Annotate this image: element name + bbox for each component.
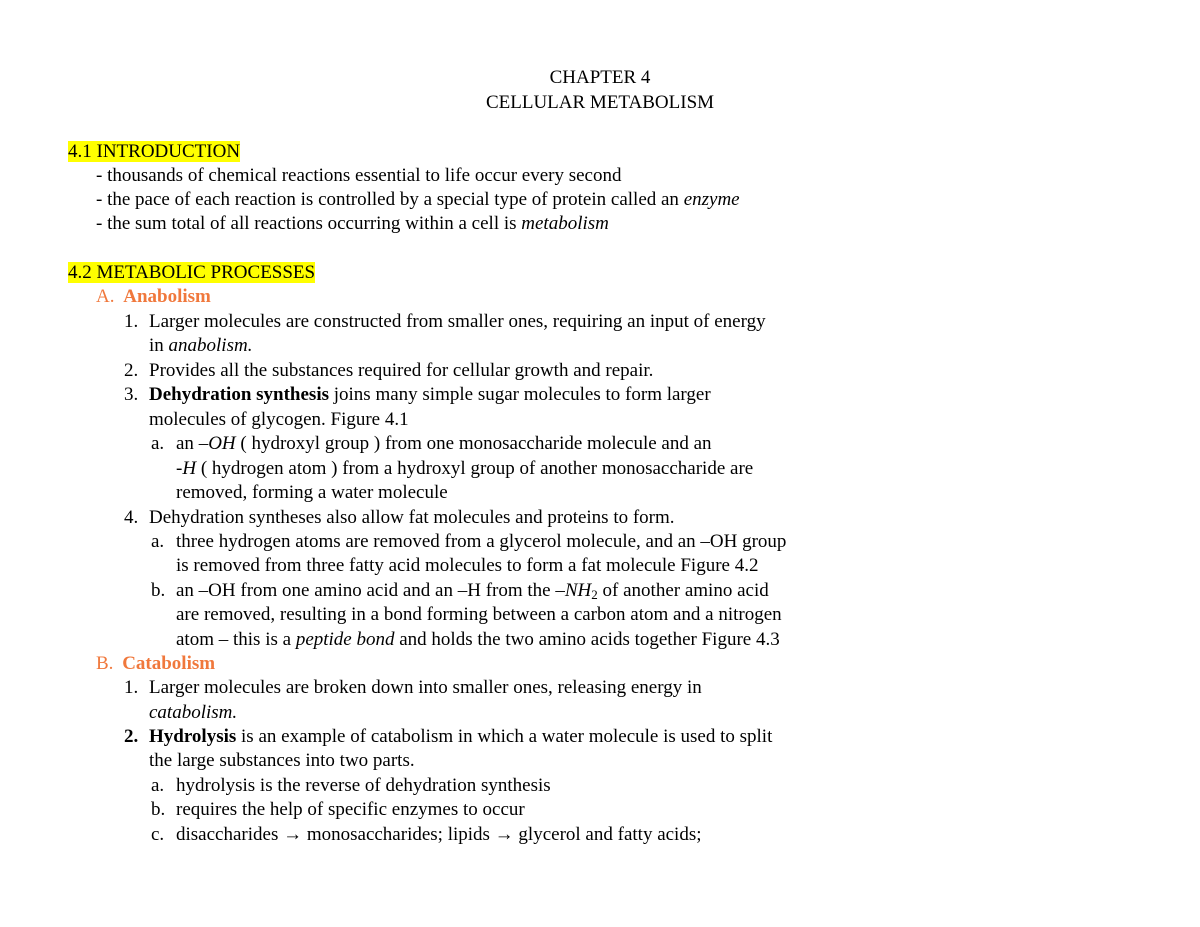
anabolism-item-4b-marker: b. [151, 580, 166, 601]
metabolic-heading-text: 4.2 METABOLIC PROCESSES [68, 262, 316, 283]
catabolism-marker: B. [96, 653, 114, 674]
item-4b-post: of another amino acid [597, 580, 769, 601]
anabolism-item-3-number: 3. [124, 384, 139, 405]
section-heading-metabolic-processes [68, 261, 315, 285]
intro-bullet-2-text: - the pace of each reaction is controlled by a special type of protein called an [96, 189, 684, 210]
section-heading-introduction [68, 140, 240, 164]
item-3a-l2-post: ( hydrogen atom ) from a hydroxyl group of another monosaccharide are [196, 458, 754, 479]
anabolism-item-1-pre: in [149, 335, 169, 356]
catabolism-item-2-line-2: the large substances into two parts. [149, 750, 415, 771]
intro-bullet-3-text: - the sum total of all reactions occurring within a cell is [96, 213, 522, 234]
item-3a-pre: an [176, 433, 199, 454]
catabolism-item-1-number: 1. [124, 677, 139, 698]
anabolism-item-1-period: . [247, 335, 253, 356]
intro-bullet-1: - thousands of chemical reactions essential to life occur every second [96, 165, 622, 186]
catabolism-item-2-line-1 [149, 725, 772, 749]
catabolism-item-2c-text: disaccharides → monosaccharides; lipids → glycerol and fatty acids; [176, 824, 702, 845]
catabolism-item-1-line-2 [149, 701, 237, 725]
term-metabolism: metabolism [521, 213, 609, 234]
introduction-heading-text: 4.1 INTRODUCTION [68, 141, 241, 162]
chapter-title: CELLULAR METABOLISM [485, 92, 715, 113]
catabolism-item-2a-text: hydrolysis is the reverse of dehydration synthesis [176, 775, 551, 796]
intro-bullet-3 [96, 212, 609, 236]
amino-group-subscript: 2 [591, 587, 598, 602]
anabolism-item-3a-line-2 [176, 457, 753, 481]
anabolism-item-3a-marker: a. [151, 433, 165, 454]
chapter-number: CHAPTER 4 [549, 67, 651, 88]
term-amino-group: –NH [555, 580, 592, 601]
term-enzyme: enzyme [683, 189, 740, 210]
term-catabolism: catabolism [149, 702, 233, 723]
anabolism-item-3a-line-1 [176, 432, 712, 456]
term-hydrolysis: Hydrolysis [149, 726, 237, 747]
anabolism-item-3-line-1 [149, 383, 711, 407]
catabolism-item-2-rest: is an example of catabolism in which a water molecule is used to split [236, 726, 773, 747]
catabolism-title: Catabolism [122, 653, 216, 674]
catabolism-item-2b-marker: b. [151, 799, 166, 820]
catabolism-item-2a-marker: a. [151, 775, 165, 796]
item-4b-l3-post: and holds the two amino acids together Figure 4.3 [394, 629, 780, 650]
anabolism-item-1-line-2 [149, 334, 252, 358]
item-4b-pre: an –OH from one amino acid and an –H from the [176, 580, 556, 601]
catabolism-item-2-number: 2. [124, 726, 139, 747]
catabolism-item-1-line-1: Larger molecules are broken down into smaller ones, releasing energy in [149, 677, 702, 698]
anabolism-item-2-number: 2. [124, 360, 139, 381]
catabolism-item-2b-text: requires the help of specific enzymes to occur [176, 799, 525, 820]
anabolism-item-4-number: 4. [124, 507, 139, 528]
intro-bullet-2 [96, 188, 740, 212]
subheading-catabolism [96, 652, 215, 676]
anabolism-item-4b-line-3 [176, 628, 780, 652]
subheading-anabolism [96, 285, 211, 309]
term-dehydration-synthesis: Dehydration synthesis [149, 384, 329, 405]
term-peptide-bond: peptide bond [295, 629, 395, 650]
term-anabolism: anabolism [168, 335, 248, 356]
term-hydrogen: -H [176, 458, 197, 479]
anabolism-marker: A. [96, 286, 115, 307]
anabolism-item-3-line-2: molecules of glycogen. Figure 4.1 [149, 409, 409, 430]
anabolism-title: Anabolism [123, 286, 211, 307]
anabolism-item-1-line-1: Larger molecules are constructed from smaller ones, requiring an input of energy [149, 311, 766, 332]
anabolism-item-4a-line-1: three hydrogen atoms are removed from a glycerol molecule, and an –OH group [176, 531, 787, 552]
item-4b-l3-pre: atom – this is a [176, 629, 296, 650]
anabolism-item-4a-marker: a. [151, 531, 165, 552]
anabolism-item-4-text: Dehydration syntheses also allow fat molecules and proteins to form. [149, 507, 675, 528]
anabolism-item-4a-line-2: is removed from three fatty acid molecules to form a fat molecule Figure 4.2 [176, 555, 759, 576]
item-3a-post: ( hydroxyl group ) from one monosaccharide molecule and an [235, 433, 712, 454]
anabolism-item-3-rest: joins many simple sugar molecules to form larger [329, 384, 711, 405]
catabolism-item-1-period: . [232, 702, 238, 723]
anabolism-item-4b-line-1 [176, 579, 769, 603]
anabolism-item-4b-line-2: are removed, resulting in a bond forming between a carbon atom and a nitrogen [176, 604, 782, 625]
anabolism-item-1-number: 1. [124, 311, 139, 332]
anabolism-item-2-text: Provides all the substances required for cellular growth and repair. [149, 360, 654, 381]
term-hydroxyl: –OH [198, 433, 236, 454]
catabolism-item-2c-marker: c. [151, 824, 165, 845]
anabolism-item-3a-line-3: removed, forming a water molecule [176, 482, 448, 503]
